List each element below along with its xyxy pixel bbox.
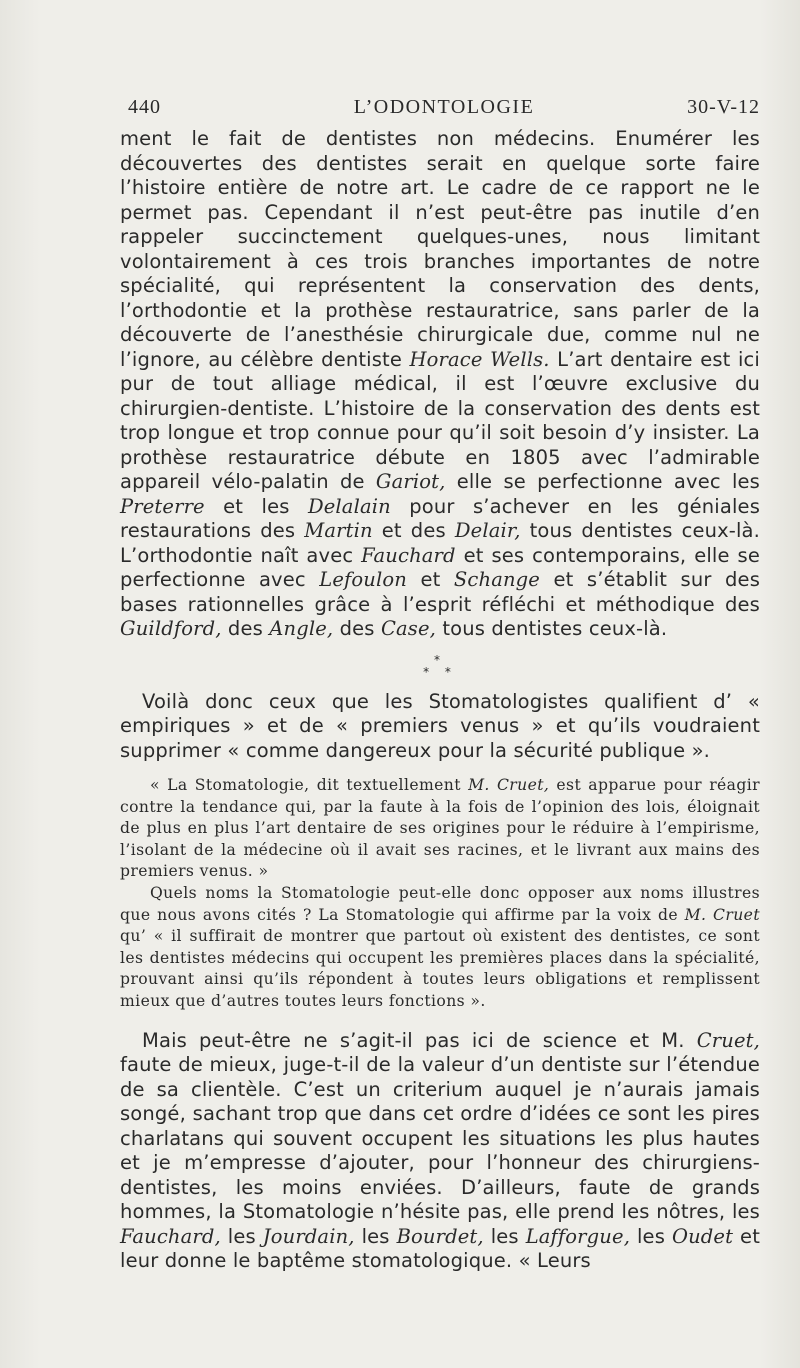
quote-noms-illustres: Quels noms la Stomatologie peut-elle donc opposer aux noms illustres que nous avons cités ? La Stomatologie qui affirme par la voix de M. Cruet qu’ « il suffirait de montrer que partout où existent des dentistes, ce sont les dentistes médecins qui occupent les premières places dans la spécialité, prouvant ainsi qu’ils répondent à toutes leurs obligations et remplissent mieux que d’autres toutes leurs fonctions ».: [120, 883, 760, 1010]
paragraph-history: ment le fait de dentistes non médecins. Enumérer les découvertes des dentistes serait en quelque sorte faire l’histoire entière de notre art. Le cadre de ce rapport ne le permet pas. Cependant il n’est peut-être pas inutile d’en rappeler succinctement quelques-unes, nous limitant volontairement à ces trois branches importantes de notre spécialité, qui représentent la conservation des dents, l’orthodontie et la prothèse restauratrice, sans parler de la découverte de l’anesthésie chirurgicale due, comme nul ne l’ignore, au célèbre dentiste Horace Wells. L’art dentaire est ici pur de tout alliage médical, il est l’œuvre exclusive du chirurgien-dentiste. L’histoire de la conservation des dents est trop longue et trop connue pour qu’il soit besoin d’y insister. La prothèse restauratrice débute en 1805 avec l’admirable appareil vélo-palatin de Gariot, elle se perfectionne avec les Preterre et les Delalain pour s’achever en les géniales restaurations des Martin et des Delair, tous dentistes ceux-là. L’orthodontie naît avec Fauchard et ses contemporains, elle se perfectionne avec Lefoulon et Schange et s’établit sur des bases rationnelles grâce à l’esprit réfléchi et méthodique des Guildford, des Angle, des Case, tous dentistes ceux-là.: [120, 127, 760, 640]
journal-title: L’ODONTOLOGIE: [353, 96, 535, 118]
running-header: [128, 96, 760, 122]
asterisk-top: *: [434, 652, 446, 667]
asterisk-bottom: * *: [423, 664, 457, 679]
quote-stomatologie: « La Stomatologie, dit textuellement M. Cruet, est apparue pour réagir contre la tendance qui, par la faute à la fois de l’opinion des lois, éloignait de plus en plus l’art dentaire de ses origines pour le réduire à l’empirisme, l’isolant de la médecine où il avait ses racines, et le livrant aux mains des premiers venus. »: [120, 776, 760, 881]
article-body: [120, 127, 760, 1274]
paragraph-clientele: Mais peut-être ne s’agit-il pas ici de science et M. Cruet, faute de mieux, juge-t-il de la valeur d’un dentiste sur l’étendue de sa clientèle. C’est un criterium auquel je n’aurais jamais songé, sachant trop que dans cet ordre d’idées ce sont les pires charlatans qui souvent occupent les situations les plus hautes et je m’empresse d’ajouter, pour l’honneur des chirurgiens-dentistes, les moins enviées. D’ailleurs, faute de grands hommes, la Stomatologie n’hésite pas, elle prend les nôtres, les Fauchard, les Jourdain, les Bourdet, les Lafforgue, les Oudet et leur donne le baptême stomatologique. « Leurs: [120, 1028, 760, 1273]
section-separator: [120, 654, 760, 678]
page-number: 440: [128, 96, 161, 118]
cruet-quotation: [120, 775, 760, 1013]
issue-date: 30-V-12: [687, 96, 760, 118]
paragraph-empiriques: Voilà donc ceux que les Stomatologistes qualifient d’ « empiriques » et de « premiers venus » et qu’ils voudraient supprimer « comme dangereux pour la sécurité publique ».: [120, 689, 760, 762]
